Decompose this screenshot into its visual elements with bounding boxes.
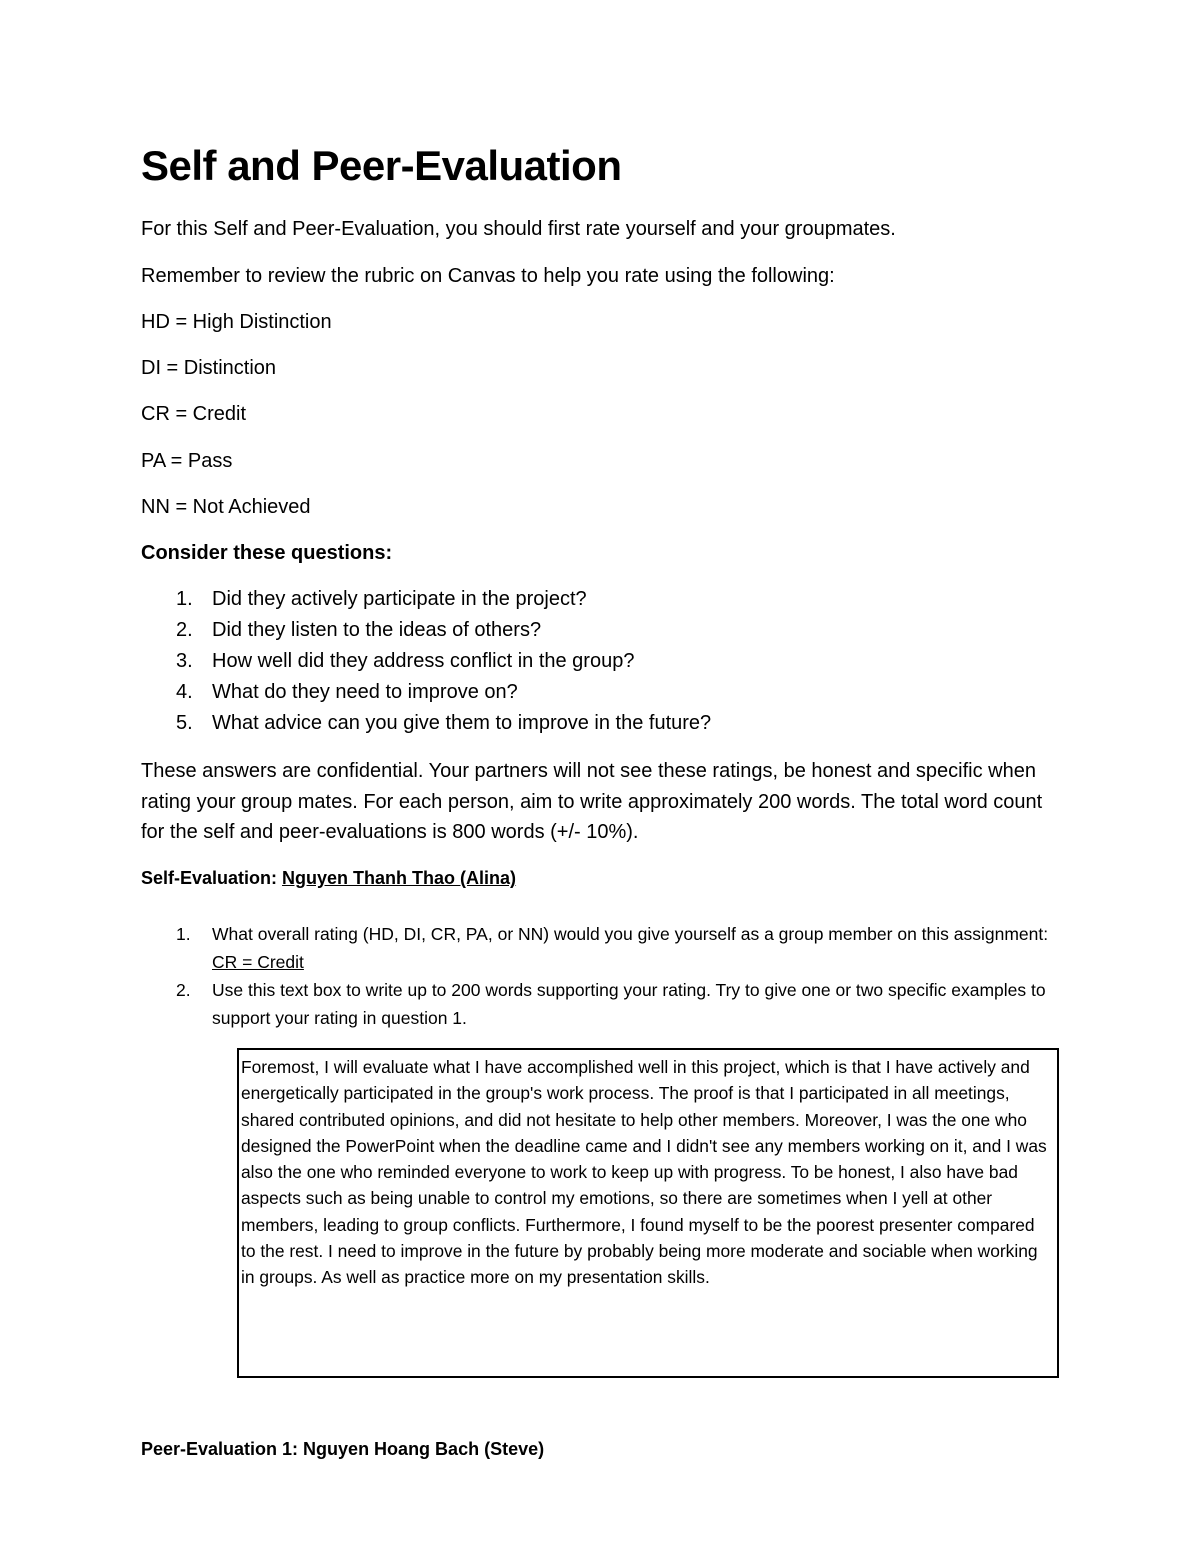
grade-hd: HD = High Distinction	[141, 311, 332, 333]
question-text: Did they listen to the ideas of others?	[212, 619, 542, 641]
reminder-paragraph: Remember to review the rubric on Canvas to help you rate using the following:	[141, 265, 835, 287]
support-question: Use this text box to write up to 200 words supporting your rating. Try to give one or two specific examples to support your rating in question 1.	[212, 980, 1046, 1028]
question-text: What do they need to improve on?	[212, 681, 518, 703]
list-item	[141, 976, 1061, 1032]
self-evaluation-text-box[interactable]	[237, 1048, 1059, 1378]
rating-answer[interactable]: CR = Credit	[212, 952, 304, 972]
intro-paragraph: For this Self and Peer-Evaluation, you should first rate yourself and your groupmates.	[141, 218, 896, 240]
rating-question: What overall rating (HD, DI, CR, PA, or NN) would you give yourself as a group member on this assignment:	[212, 924, 1049, 944]
self-evaluation-label: Self-Evaluation:	[141, 868, 283, 888]
list-item	[141, 584, 711, 615]
document-title: Self and Peer-Evaluation	[141, 142, 622, 189]
list-number: 1.	[176, 924, 191, 944]
list-number: 1.	[176, 588, 193, 610]
list-item	[141, 615, 711, 646]
list-number: 5.	[176, 712, 193, 734]
self-evaluation-heading	[141, 864, 516, 892]
list-item	[141, 920, 1061, 976]
grade-nn: NN = Not Achieved	[141, 496, 311, 518]
grade-pa: PA = Pass	[141, 450, 233, 472]
grade-di: DI = Distinction	[141, 357, 277, 379]
question-text: Did they actively participate in the project?	[212, 588, 587, 610]
list-item	[141, 646, 711, 677]
list-item	[141, 677, 711, 708]
list-item	[141, 708, 711, 739]
grade-cr: CR = Credit	[141, 403, 247, 425]
list-number: 2.	[176, 619, 193, 641]
questions-heading: Consider these questions:	[141, 542, 393, 564]
list-number: 3.	[176, 650, 193, 672]
questions-list	[141, 584, 711, 739]
question-text: What advice can you give them to improve in the future?	[212, 712, 712, 734]
self-evaluation-response[interactable]: Foremost, I will evaluate what I have accomplished well in this project, which is that I have actively and energetically participated in the group's work process. The proof is that I participated in all meetings, shared contributed opinions, and did not hesitate to help other members. Moreover, I was the one who designed the PowerPoint when the deadline came and I didn't see any members working on it, and I was also the one who reminded everyone to work to keep up with progress. To be honest, I also have bad aspects such as being unable to control my emotions, so there are sometimes when I yell at other members, leading to group conflicts. Furthermore, I found myself to be the poorest presenter compared to the rest. I need to improve in the future by probably being more moderate and sociable when working in groups. As well as practice more on my presentation skills.	[241, 1057, 1047, 1288]
confidential-note: These answers are confidential. Your partners will not see these ratings, be honest and specific when rating your group mates. For each person, aim to write approximately 200 words. The total word count for the self and peer-evaluations is 800 words (+/- 10%).	[141, 760, 1043, 843]
list-number: 4.	[176, 681, 193, 703]
peer-evaluation-1-heading: Peer-Evaluation 1: Nguyen Hoang Bach (Steve)	[141, 1439, 545, 1459]
self-evaluation-name: Nguyen Thanh Thao (Alina)	[282, 868, 517, 888]
self-evaluation-list	[141, 920, 1061, 1032]
list-number: 2.	[176, 980, 191, 1000]
question-text: How well did they address conflict in the group?	[212, 650, 635, 672]
